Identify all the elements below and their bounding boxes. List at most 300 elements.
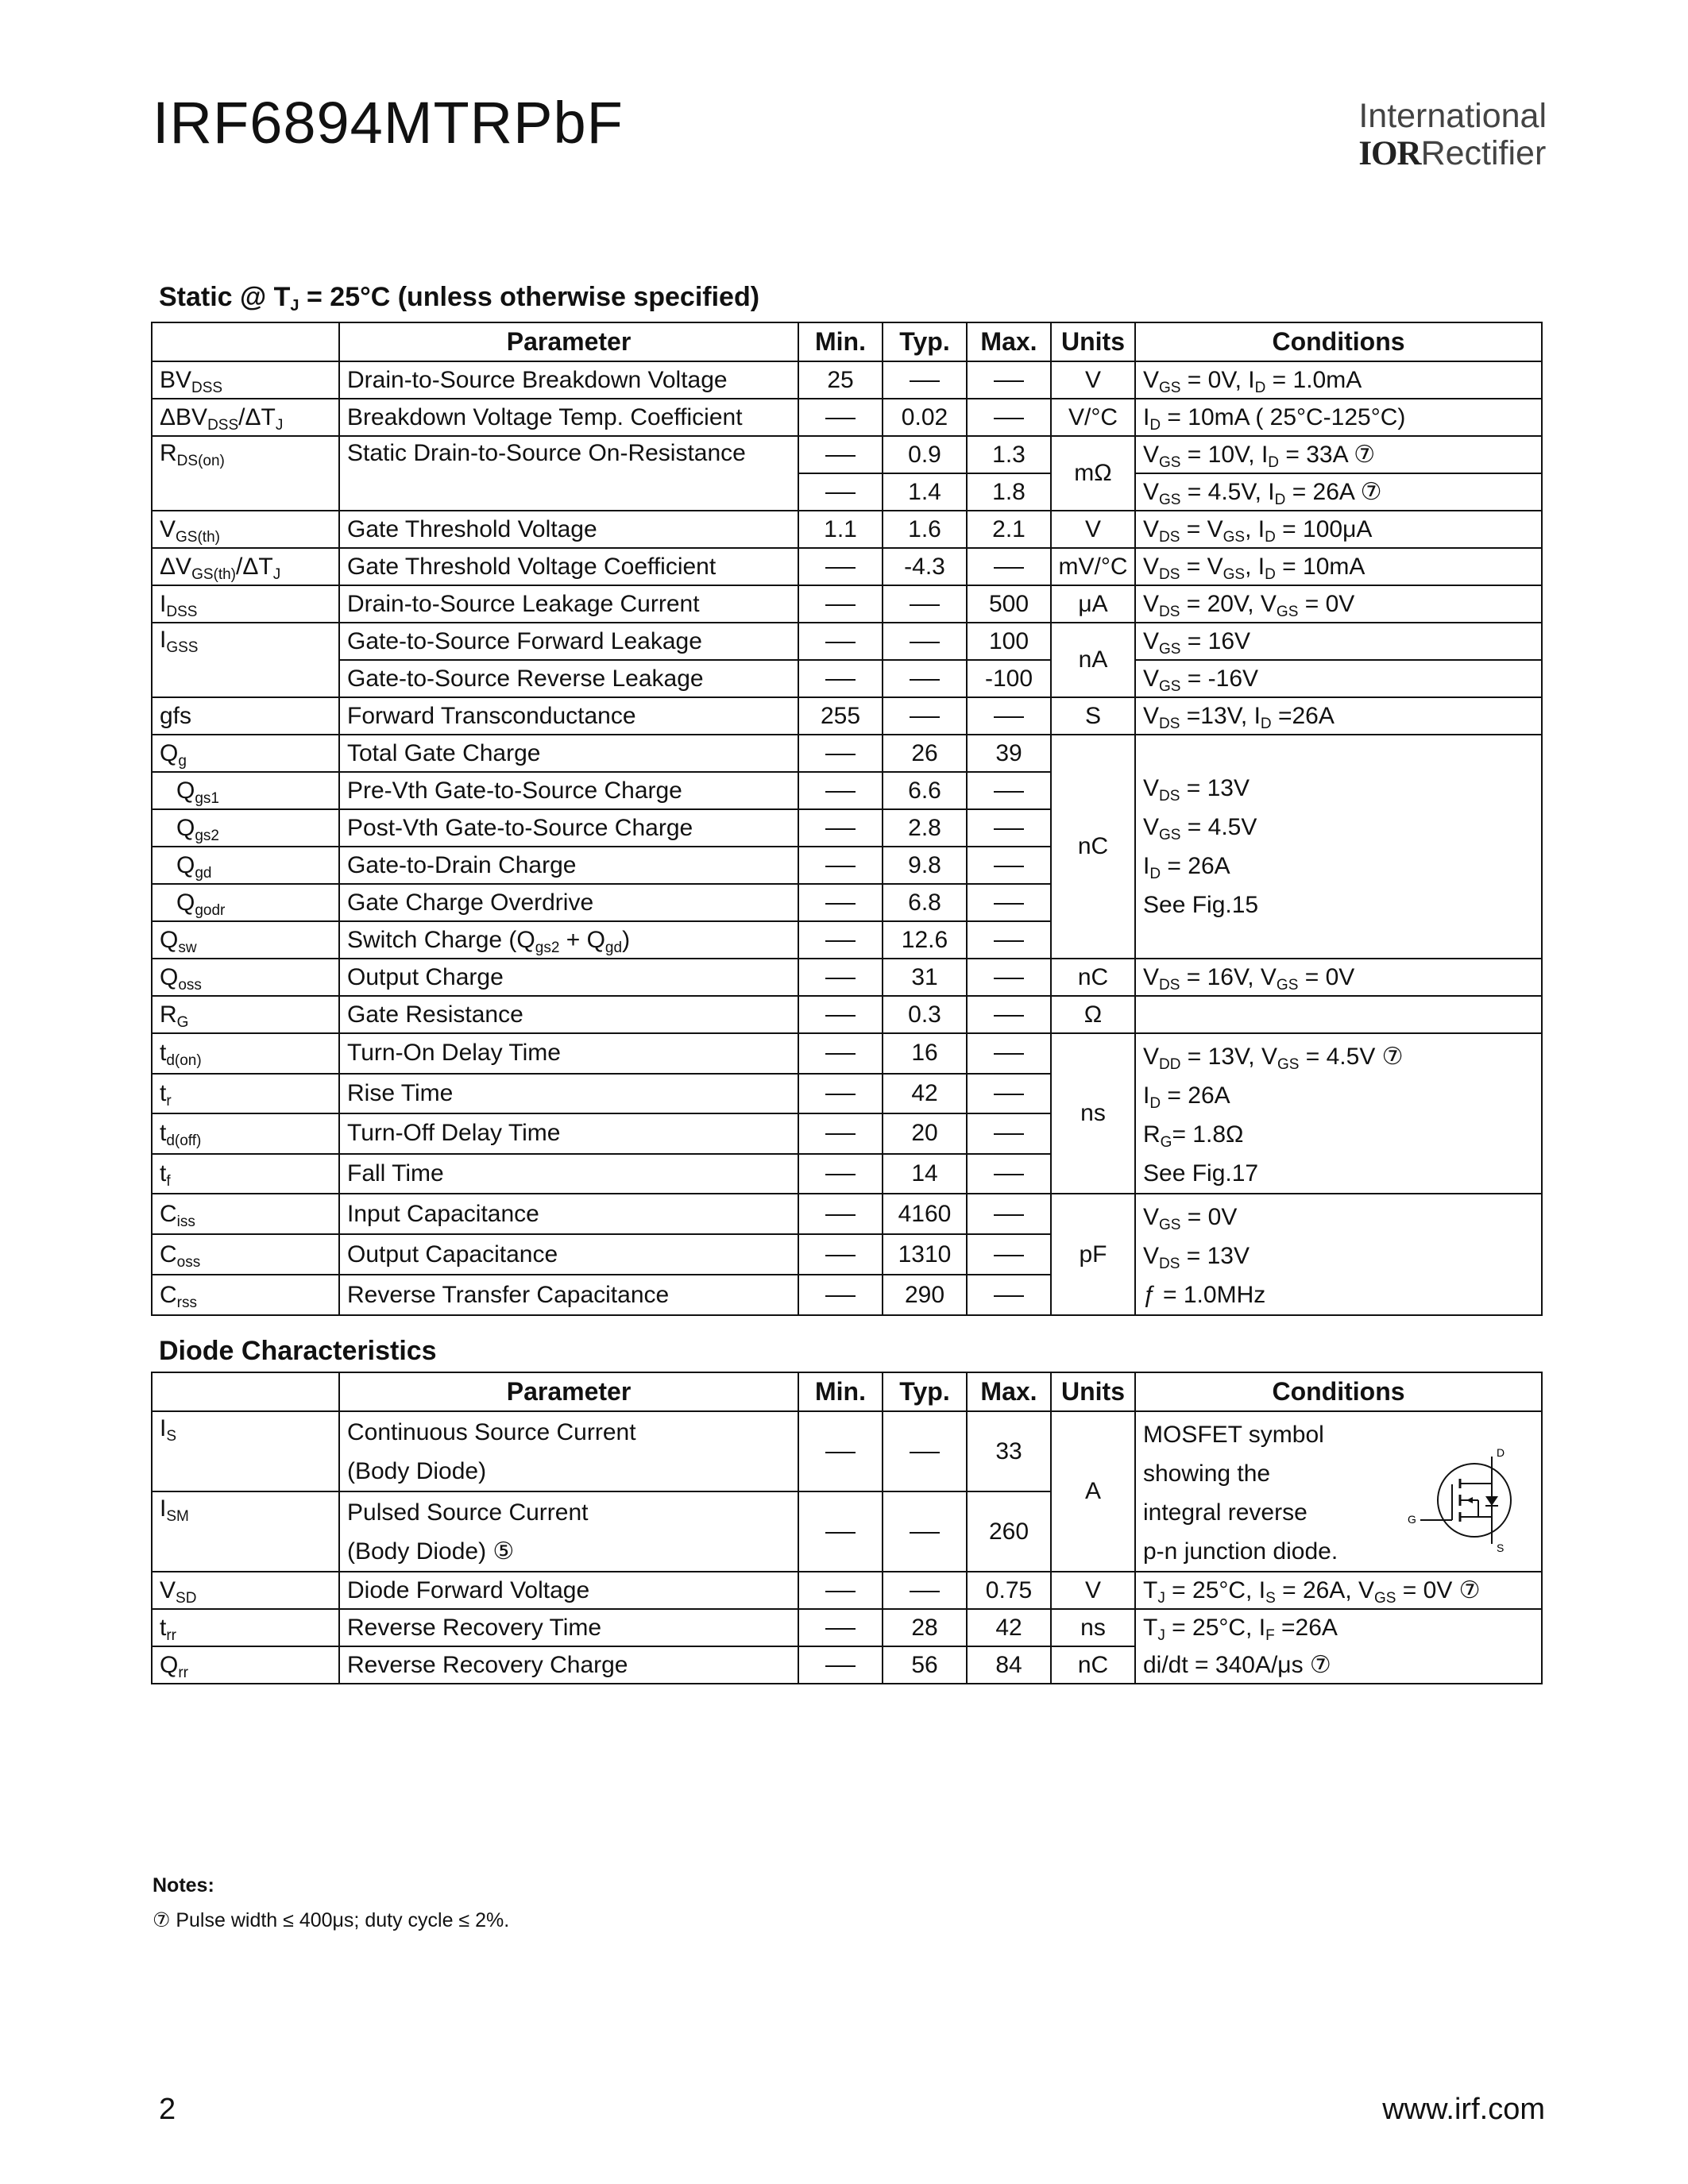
parameter-cell: Post-Vth Gate-to-Source Charge [339, 809, 798, 847]
parameter-cell: Static Drain-to-Source On-Resistance [339, 436, 798, 511]
dash-mark [825, 492, 856, 494]
col-units: Units [1051, 322, 1135, 361]
dash-mark [825, 978, 856, 979]
units-cell: A [1051, 1411, 1135, 1572]
max-cell: 100 [967, 623, 1051, 660]
dash-mark [825, 1295, 856, 1297]
dash-mark [825, 1452, 856, 1453]
units-cell: nC [1051, 1646, 1135, 1684]
max-cell: 39 [967, 735, 1051, 772]
parameter-cell: Reverse Recovery Time [339, 1609, 798, 1646]
units-cell: S [1051, 697, 1135, 735]
table-row [152, 436, 1542, 473]
max-cell [967, 1194, 1051, 1234]
symbol-cell: $BV_{DSS}$ [152, 361, 339, 399]
conditions-cell [1135, 735, 1542, 959]
diode-header-row [152, 1372, 1542, 1411]
symbol-cell: $Q_{gd}$ [152, 847, 339, 884]
diode-section-title: Diode Characteristics [159, 1336, 437, 1366]
static-section-title: Static @ $T_J = 25^\circ C$ (unless otherwise specified) [159, 282, 760, 314]
company-logo [1358, 97, 1547, 173]
max-cell [967, 697, 1051, 735]
conditions-cell: di/dt = 340A/μs ⑦ [1135, 1646, 1542, 1684]
conditions-cell: $I_D = 10mA$ ( 25°C-125°C) [1135, 399, 1542, 436]
units-cell: ns [1051, 1033, 1135, 1194]
dash-mark [825, 940, 856, 942]
condition-line: $V_{DS} = 13V$ [1143, 1243, 1250, 1272]
min-cell [798, 1572, 883, 1609]
symbol-cell: $\Delta V_{GS(th)}/\Delta T_J$ [152, 548, 339, 585]
parameter-cell: Input Capacitance [339, 1194, 798, 1234]
max-cell: 84 [967, 1646, 1051, 1684]
conditions-cell [1135, 1411, 1542, 1572]
parameter-cell: Reverse Transfer Capacitance [339, 1275, 798, 1315]
typ-cell: -4.3 [883, 548, 967, 585]
max-cell [967, 1113, 1051, 1154]
condition-line: $V_{GS} = 0V$ [1143, 1204, 1238, 1233]
parameter-cell: Forward Transconductance [339, 697, 798, 735]
typ-cell: 26 [883, 735, 967, 772]
notes-heading: Notes: [153, 1874, 214, 1897]
units-cell: V [1051, 1572, 1135, 1609]
typ-cell: 16 [883, 1033, 967, 1074]
conditions-cell: $V_{GS} = 4.5V$, $I_D = 26A$ ⑦ [1135, 473, 1542, 511]
symbol-cell: $C_{iss}$ [152, 1194, 339, 1234]
col-parameter: Parameter [339, 1372, 798, 1411]
typ-cell: 6.8 [883, 884, 967, 921]
dash-mark [994, 903, 1024, 905]
typ-cell [883, 585, 967, 623]
typ-cell [883, 1411, 967, 1491]
conditions-cell: $V_{GS} = 16V$ [1135, 623, 1542, 660]
condition-line: $V_{DD} = 13V$, $V_{GS} = 4.5V$ ⑦ [1143, 1044, 1404, 1073]
typ-cell: 290 [883, 1275, 967, 1315]
dash-mark [825, 791, 856, 793]
dash-mark [825, 604, 856, 606]
logo-mark: IOR [1358, 135, 1421, 172]
dash-mark [825, 679, 856, 681]
min-cell [798, 436, 883, 473]
parameter-cell [339, 1491, 798, 1572]
symbol-cell: $Q_{gs2}$ [152, 809, 339, 847]
condition-line: See Fig.17 [1143, 1160, 1259, 1187]
parameter-cell: Drain-to-Source Leakage Current [339, 585, 798, 623]
max-cell [967, 847, 1051, 884]
static-header-row [152, 322, 1542, 361]
dash-mark [825, 1255, 856, 1256]
symbol-cell: $Q_{godr}$ [152, 884, 339, 921]
dash-mark [825, 1591, 856, 1592]
table-row [152, 959, 1542, 996]
max-cell: 260 [967, 1491, 1051, 1572]
parameter-line: Continuous Source Current [347, 1418, 636, 1445]
typ-cell: 12.6 [883, 921, 967, 959]
symbol-cell: $t_r$ [152, 1074, 339, 1114]
dash-mark [825, 1532, 856, 1534]
units-cell: nC [1051, 959, 1135, 996]
parameter-cell: Turn-Off Delay Time [339, 1113, 798, 1154]
units-cell: nC [1051, 735, 1135, 959]
max-cell [967, 548, 1051, 585]
symbol-cell: $Q_{oss}$ [152, 959, 339, 996]
col-typ: Typ. [883, 322, 967, 361]
units-cell: V [1051, 361, 1135, 399]
max-cell: 0.75 [967, 1572, 1051, 1609]
parameter-cell: Gate-to-Source Forward Leakage [339, 623, 798, 660]
conditions-cell [1135, 1194, 1542, 1315]
typ-cell: 56 [883, 1646, 967, 1684]
max-cell: 1.3 [967, 436, 1051, 473]
symbol-cell: $R_{DS(on)}$ [152, 436, 339, 511]
table-row [152, 399, 1542, 436]
dash-mark [825, 642, 856, 643]
dash-mark [910, 679, 940, 681]
diode-table-body [152, 1411, 1542, 1684]
conditions-cell: $V_{DS} = V_{GS}$, $I_D = 100\mu A$ [1135, 511, 1542, 548]
dash-mark [994, 866, 1024, 867]
dash-mark [910, 716, 940, 718]
typ-cell [883, 1491, 967, 1572]
dash-mark [994, 567, 1024, 569]
symbol-cell: $Q_g$ [152, 735, 339, 772]
col-symbol [152, 322, 339, 361]
min-cell [798, 1609, 883, 1646]
logo-line2 [1358, 134, 1547, 173]
dash-mark [994, 1255, 1024, 1256]
typ-cell [883, 1572, 967, 1609]
min-cell [798, 1074, 883, 1114]
symbol-cell: $t_{rr}$ [152, 1609, 339, 1646]
dash-mark [910, 1591, 940, 1592]
max-cell [967, 884, 1051, 921]
min-cell [798, 585, 883, 623]
typ-cell: 42 [883, 1074, 967, 1114]
min-cell [798, 1113, 883, 1154]
dash-mark [994, 716, 1024, 718]
condition-line: $I_D = 26A$ [1143, 1082, 1230, 1112]
col-min: Min. [798, 1372, 883, 1411]
condition-line: MOSFET symbol [1143, 1422, 1324, 1448]
units-cell: V/°C [1051, 399, 1135, 436]
min-cell [798, 884, 883, 921]
dash-mark [994, 978, 1024, 979]
parameter-cell: Gate Threshold Voltage [339, 511, 798, 548]
col-max: Max. [967, 322, 1051, 361]
typ-cell: 14 [883, 1154, 967, 1194]
max-cell [967, 921, 1051, 959]
min-cell [798, 399, 883, 436]
table-row [152, 735, 1542, 772]
condition-line: $I_D = 26A$ [1143, 853, 1230, 882]
min-cell [798, 1154, 883, 1194]
table-row [152, 697, 1542, 735]
dash-mark [825, 1015, 856, 1017]
symbol-cell: $Q_{rr}$ [152, 1646, 339, 1684]
units-cell: pF [1051, 1194, 1135, 1315]
dash-mark [994, 380, 1024, 382]
parameter-cell: Reverse Recovery Charge [339, 1646, 798, 1684]
symbol-cell: $R_G$ [152, 996, 339, 1033]
min-cell: 255 [798, 697, 883, 735]
parameter-cell: Pre-Vth Gate-to-Source Charge [339, 772, 798, 809]
logo-line1: International [1358, 97, 1547, 135]
max-cell [967, 959, 1051, 996]
symbol-cell: $I_{SM}$ [152, 1491, 339, 1572]
dash-mark [994, 1214, 1024, 1216]
max-cell [967, 772, 1051, 809]
min-cell [798, 1194, 883, 1234]
dash-mark [825, 567, 856, 569]
min-cell: 25 [798, 361, 883, 399]
units-cell: mΩ [1051, 436, 1135, 511]
dash-mark [994, 1295, 1024, 1297]
conditions-cell: $T_J = 25^\circ C$, $I_S = 26A$, $V_{GS} = 0V$ ⑦ [1135, 1572, 1542, 1609]
table-row [152, 511, 1542, 548]
typ-cell: 2.8 [883, 809, 967, 847]
min-cell [798, 847, 883, 884]
symbol-label-gate: G [1408, 1513, 1416, 1526]
dash-mark [994, 940, 1024, 942]
max-cell: 2.1 [967, 511, 1051, 548]
condition-line: See Fig.15 [1143, 892, 1259, 918]
notes-text: ⑦ Pulse width ≤ 400μs; duty cycle ≤ 2%. [153, 1909, 510, 1931]
min-cell [798, 623, 883, 660]
parameter-cell: Gate Threshold Voltage Coefficient [339, 548, 798, 585]
dash-mark [825, 828, 856, 830]
conditions-cell: $V_{DS} =13V$, $I_D =26A$ [1135, 697, 1542, 735]
table-row [152, 548, 1542, 585]
symbol-cell: $I_S$ [152, 1411, 339, 1491]
conditions-cell: $V_{DS} = 20V$, $V_{GS} = 0V$ [1135, 585, 1542, 623]
parameter-cell: Gate-to-Source Reverse Leakage [339, 660, 798, 697]
conditions-cell: $V_{DS} = V_{GS}$, $I_D = 10mA$ [1135, 548, 1542, 585]
max-cell: -100 [967, 660, 1051, 697]
min-cell [798, 660, 883, 697]
min-cell [798, 548, 883, 585]
condition-line: p-n junction diode. [1143, 1538, 1338, 1565]
conditions-cell: $V_{GS} = 0V$, $I_D = 1.0mA$ [1135, 361, 1542, 399]
conditions-cell [1135, 1033, 1542, 1194]
symbol-label-source: S [1497, 1542, 1505, 1554]
min-cell [798, 996, 883, 1033]
symbol-label-drain: D [1497, 1446, 1505, 1459]
col-parameter: Parameter [339, 322, 798, 361]
min-cell [798, 1275, 883, 1315]
dash-mark [994, 1133, 1024, 1135]
static-table [151, 322, 1543, 1316]
dash-mark [825, 1628, 856, 1630]
max-cell: 33 [967, 1411, 1051, 1491]
min-cell [798, 1033, 883, 1074]
parameter-cell: Gate Charge Overdrive [339, 884, 798, 921]
diode-table [151, 1372, 1543, 1684]
dash-mark [910, 604, 940, 606]
dash-mark [994, 1053, 1024, 1055]
conditions-cell: $V_{DS} = 16V$, $V_{GS} = 0V$ [1135, 959, 1542, 996]
symbol-cell: gfs [152, 697, 339, 735]
parameter-cell: Drain-to-Source Breakdown Voltage [339, 361, 798, 399]
dash-mark [910, 642, 940, 643]
parameter-cell: Output Charge [339, 959, 798, 996]
dash-mark [825, 455, 856, 457]
table-row [152, 1194, 1542, 1234]
typ-cell: 1.4 [883, 473, 967, 511]
dash-mark [825, 1665, 856, 1667]
dash-mark [994, 1094, 1024, 1095]
min-cell: 1.1 [798, 511, 883, 548]
dash-mark [994, 418, 1024, 419]
dash-mark [994, 828, 1024, 830]
symbol-cell: $I_{GSS}$ [152, 623, 339, 697]
condition-line: $R_G= 1.8\Omega$ [1143, 1121, 1244, 1151]
static-table-body [152, 361, 1542, 1315]
max-cell [967, 1033, 1051, 1074]
page-number: 2 [159, 2093, 176, 2126]
min-cell [798, 921, 883, 959]
parameter-line: (Body Diode) [347, 1457, 487, 1484]
parameter-cell: Output Capacitance [339, 1234, 798, 1275]
dash-mark [910, 380, 940, 382]
dash-mark [825, 903, 856, 905]
col-min: Min. [798, 322, 883, 361]
parameter-cell: Fall Time [339, 1154, 798, 1194]
dash-mark [825, 754, 856, 755]
table-row [152, 585, 1542, 623]
typ-cell: 4160 [883, 1194, 967, 1234]
max-cell: 500 [967, 585, 1051, 623]
min-cell [798, 1234, 883, 1275]
table-row [152, 1411, 1542, 1491]
col-units: Units [1051, 1372, 1135, 1411]
parameter-cell: Gate-to-Drain Charge [339, 847, 798, 884]
dash-mark [910, 1452, 940, 1453]
typ-cell: 1.6 [883, 511, 967, 548]
col-max: Max. [967, 1372, 1051, 1411]
units-cell: Ω [1051, 996, 1135, 1033]
parameter-cell: Total Gate Charge [339, 735, 798, 772]
max-cell [967, 399, 1051, 436]
table-row [152, 1572, 1542, 1609]
dash-mark [994, 1174, 1024, 1175]
mosfet-symbol-icon [1403, 1441, 1522, 1560]
units-cell: nA [1051, 623, 1135, 697]
table-row [152, 1609, 1542, 1646]
min-cell [798, 772, 883, 809]
typ-cell [883, 361, 967, 399]
typ-cell: 0.9 [883, 436, 967, 473]
typ-cell [883, 623, 967, 660]
min-cell [798, 1491, 883, 1572]
dash-mark [825, 1094, 856, 1095]
symbol-cell: $I_{DSS}$ [152, 585, 339, 623]
typ-cell: 0.3 [883, 996, 967, 1033]
col-typ: Typ. [883, 1372, 967, 1411]
max-cell [967, 1154, 1051, 1194]
min-cell [798, 1646, 883, 1684]
max-cell [967, 1275, 1051, 1315]
condition-line: ƒ = 1.0MHz [1143, 1282, 1266, 1308]
table-row [152, 660, 1542, 697]
conditions-cell: $V_{GS} = -16V$ [1135, 660, 1542, 697]
col-conditions: Conditions [1135, 322, 1542, 361]
dash-mark [825, 1214, 856, 1216]
min-cell [798, 809, 883, 847]
parameter-cell: Breakdown Voltage Temp. Coefficient [339, 399, 798, 436]
min-cell [798, 473, 883, 511]
units-cell: ns [1051, 1609, 1135, 1646]
symbol-cell: $Q_{sw}$ [152, 921, 339, 959]
table-row [152, 1033, 1542, 1074]
table-row [152, 361, 1542, 399]
min-cell [798, 959, 883, 996]
typ-cell [883, 660, 967, 697]
condition-line: $V_{DS} = 13V$ [1143, 775, 1250, 805]
conditions-cell: $T_J = 25^\circ C$, $I_F =26A$ [1135, 1609, 1542, 1646]
table-row [152, 1646, 1542, 1684]
parameter-line: Pulsed Source Current [347, 1499, 589, 1526]
symbol-cell: $t_f$ [152, 1154, 339, 1194]
units-cell: mV/°C [1051, 548, 1135, 585]
symbol-cell: $\Delta BV_{DSS}/\Delta T_J$ [152, 399, 339, 436]
parameter-cell [339, 1411, 798, 1491]
condition-line: $V_{GS} = 4.5V$ [1143, 814, 1257, 843]
parameter-line: (Body Diode) ⑤ [347, 1538, 515, 1565]
parameter-cell: Gate Resistance [339, 996, 798, 1033]
dash-mark [825, 866, 856, 867]
dash-mark [994, 791, 1024, 793]
typ-cell: 31 [883, 959, 967, 996]
typ-cell: 9.8 [883, 847, 967, 884]
dash-mark [825, 1133, 856, 1135]
dash-mark [910, 1532, 940, 1534]
max-cell [967, 809, 1051, 847]
max-cell [967, 1074, 1051, 1114]
max-cell [967, 361, 1051, 399]
condition-line: showing the [1143, 1461, 1271, 1487]
units-cell: V [1051, 511, 1135, 548]
parameter-cell: Rise Time [339, 1074, 798, 1114]
max-cell: 1.8 [967, 473, 1051, 511]
dash-mark [994, 1015, 1024, 1017]
min-cell [798, 1411, 883, 1491]
symbol-cell: $t_{d(off)}$ [152, 1113, 339, 1154]
symbol-cell: $t_{d(on)}$ [152, 1033, 339, 1074]
typ-cell: 6.6 [883, 772, 967, 809]
max-cell [967, 1234, 1051, 1275]
max-cell [967, 996, 1051, 1033]
typ-cell [883, 697, 967, 735]
symbol-cell: $C_{rss}$ [152, 1275, 339, 1315]
symbol-cell: $V_{SD}$ [152, 1572, 339, 1609]
conditions-cell [1135, 996, 1542, 1033]
units-cell: μA [1051, 585, 1135, 623]
dash-mark [825, 418, 856, 419]
table-row [152, 996, 1542, 1033]
conditions-cell: $V_{GS} = 10V$, $I_D = 33A$ ⑦ [1135, 436, 1542, 473]
parameter-cell: Diode Forward Voltage [339, 1572, 798, 1609]
col-conditions: Conditions [1135, 1372, 1542, 1411]
part-number: IRF6894MTRPbF [153, 90, 624, 156]
symbol-cell: $Q_{gs1}$ [152, 772, 339, 809]
typ-cell: 1310 [883, 1234, 967, 1275]
condition-line: integral reverse [1143, 1499, 1308, 1526]
logo-rectifier: Rectifier [1420, 134, 1547, 172]
min-cell [798, 735, 883, 772]
col-symbol [152, 1372, 339, 1411]
typ-cell: 20 [883, 1113, 967, 1154]
max-cell: 42 [967, 1609, 1051, 1646]
typ-cell: 0.02 [883, 399, 967, 436]
